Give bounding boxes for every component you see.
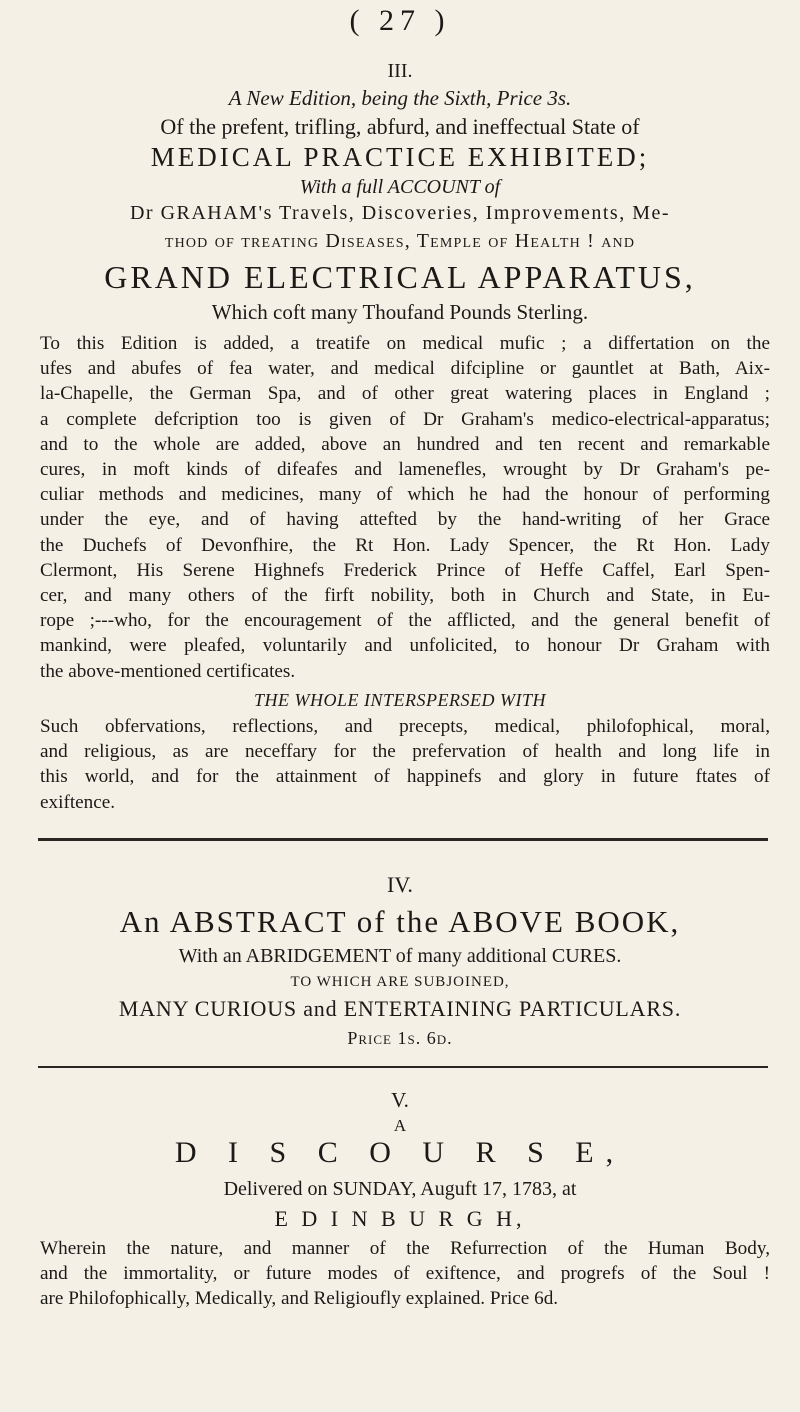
body-line: and to the whole are added, above an hundred and ten recent and remarkable (40, 433, 770, 455)
medical-practice-heading: MEDICAL PRACTICE EXHIBITED; (150, 142, 650, 172)
body-line: cures, in moft kinds of difeafes and lamenefles, wrought by Dr Graham's pe- (40, 459, 770, 481)
abstract-heading: An ABSTRACT of the ABOVE BOOK, (119, 904, 681, 939)
of-present-state-line: Of the prefent, trifling, abfurd, and ineffectual State of (160, 114, 640, 139)
body-line: the above-mentioned certificates. (40, 660, 296, 682)
section-3-closing (40, 714, 770, 815)
interspersed-heading: THE WHOLE INTERSPERSED WITH (254, 690, 546, 710)
body-line: culiar methods and medicines, many of which he had the honour of performing (40, 484, 770, 506)
edinburgh-line: E D I N B U R G H, (274, 1206, 526, 1231)
closing-line: Such obfervations, reflections, and precepts, medical, philofophical, moral, (40, 716, 770, 737)
method-line: thod of treating Diseases, Temple of Health ! and (164, 230, 636, 252)
article-line: A (393, 1116, 407, 1135)
delivered-line: Delivered on SUNDAY, Auguft 17, 1783, at (223, 1178, 577, 1200)
body-line: rope ;---who, for the encouragement of the afflicted, and the general benefit of (40, 610, 770, 632)
graham-travels-line: Dr GRAHAM's Travels, Discoveries, Improvements, Me- (129, 202, 671, 224)
body-line: To this Edition is added, a treatife on medical mufic ; a differtation on the (40, 333, 770, 354)
curious-particulars-line: MANY CURIOUS and ENTERTAINING PARTICULARS. (118, 996, 682, 1021)
section-divider (38, 838, 768, 841)
section-3-body (40, 331, 770, 684)
discourse-line: Wherein the nature, and manner of the Refurrection of the Human Body, (40, 1238, 770, 1259)
closing-line: and religious, as are neceffary for the prefervation of health and long life in (40, 741, 770, 763)
body-line: la-Chapelle, the German Spa, and of other great watering places in England ; (40, 383, 770, 405)
with-full-account-line: With a full ACCOUNT of (299, 176, 501, 198)
body-line: mankind, were pleafed, voluntarily and unfolicited, to honour Dr Graham with (40, 635, 770, 657)
body-line: a complete defcription too is given of Dr Graham's medico-electrical-apparatus; (40, 408, 770, 430)
discourse-heading: D I S C O U R S E, (174, 1136, 626, 1169)
body-line: under the eye, and of having attefted by the hand-writing of her Grace (40, 509, 770, 531)
section-4-numeral: IV. (387, 872, 413, 897)
cost-line: Which coft many Thoufand Pounds Sterling. (211, 300, 589, 324)
grand-electrical-apparatus-heading: GRAND ELECTRICAL APPARATUS, (104, 259, 696, 295)
body-line: the Duchefs of Devonfhire, the Rt Hon. Lady Spencer, the Rt Hon. Lady (40, 534, 770, 556)
section-5-numeral: V. (391, 1088, 409, 1112)
discourse-line: and the immortality, or future modes of exiftence, and progrefs of the Soul ! (40, 1263, 770, 1285)
section-3-numeral: III. (387, 60, 413, 82)
section-divider (38, 1066, 768, 1068)
price-line: Price 1s. 6d. (347, 1028, 453, 1048)
abridgement-line: With an ABRIDGEMENT of many additional CURES. (178, 945, 622, 967)
subjoined-line: TO WHICH ARE SUBJOINED, (290, 974, 510, 990)
page-number: ( 27 ) (349, 4, 451, 37)
section-5-body (40, 1236, 770, 1312)
body-line: ufes and abufes of fea water, and medical difcipline or gauntlet at Bath, Aix- (40, 358, 770, 380)
body-line: Clermont, His Serene Highnefs Frederick Prince of Heffe Caffel, Earl Spen- (40, 559, 770, 581)
discourse-line: are Philofophically, Medically, and Religioufly explained. Price 6d. (40, 1288, 559, 1310)
closing-line: exiftence. (40, 791, 116, 813)
edition-line: A New Edition, being the Sixth, Price 3s. (228, 86, 572, 110)
closing-line: this world, and for the attainment of happinefs and glory in future ftates of (40, 766, 770, 788)
body-line: cer, and many others of the firft nobility, both in Church and State, in Eu- (40, 585, 770, 607)
